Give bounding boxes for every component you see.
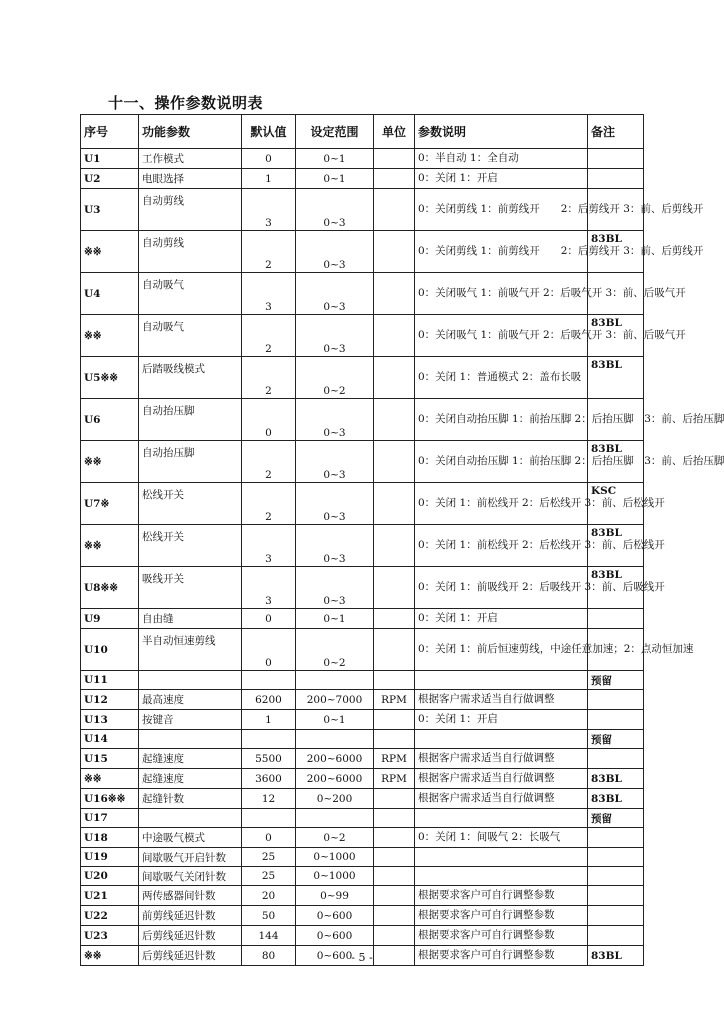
row-code: U6 xyxy=(81,399,139,441)
col-header-function: 功能参数 xyxy=(139,115,242,149)
row-code: ※※ xyxy=(81,315,139,357)
table-row xyxy=(81,149,644,169)
row-function: 后踏吸线模式 xyxy=(139,357,242,399)
row-default: 12 xyxy=(242,789,296,809)
row-unit: RPM xyxy=(374,769,415,789)
row-description: 根据要求客户可自行调整参数 xyxy=(415,886,588,906)
row-note xyxy=(588,169,644,189)
row-description: 根据要求客户可自行调整参数 xyxy=(415,906,588,926)
col-header-note: 备注 xyxy=(588,115,644,149)
table-row xyxy=(81,525,644,567)
row-default: 0 xyxy=(242,149,296,169)
table-row xyxy=(81,710,644,730)
row-function: 自动吸气 xyxy=(139,315,242,357)
row-default: 20 xyxy=(242,886,296,906)
row-description: 根据要求客户可自行调整参数 xyxy=(415,926,588,946)
row-function: 最高速度 xyxy=(139,690,242,710)
row-code: ※※ xyxy=(81,946,139,966)
row-function xyxy=(139,671,242,690)
row-code: U21 xyxy=(81,886,139,906)
row-default: 1 xyxy=(242,169,296,189)
row-function xyxy=(139,809,242,828)
row-description: 0：关闭自动抬压脚 1：前抬压脚 2：后抬压脚 3：前、后抬压脚 xyxy=(415,441,588,483)
row-description: 0：关闭 1：开启 xyxy=(415,710,588,730)
row-unit xyxy=(374,231,415,273)
row-description: 根据客户需求适当自行做调整 xyxy=(415,690,588,710)
row-default: 0 xyxy=(242,828,296,848)
row-description: 0：关闭 1：前松线开 2：后松线开 3：前、后松线开 xyxy=(415,525,588,567)
row-range: 0~3 xyxy=(296,231,374,273)
row-code: ※※ xyxy=(81,769,139,789)
table-row xyxy=(81,567,644,609)
row-function: 两传感器间针数 xyxy=(139,886,242,906)
row-code: U17 xyxy=(81,809,139,828)
row-code: U2 xyxy=(81,169,139,189)
col-header-description: 参数说明 xyxy=(415,115,588,149)
row-description: 0：半自动 1：全自动 xyxy=(415,149,588,169)
section-heading: 十一、操作参数说明表 xyxy=(108,94,264,112)
row-unit xyxy=(374,315,415,357)
row-note: 83BL xyxy=(588,315,644,357)
row-code: U12 xyxy=(81,690,139,710)
page-number: - 5 - xyxy=(351,951,373,964)
row-default xyxy=(242,809,296,828)
row-description: 0：关闭 1：前后恒速剪线，中途任意加速；2：点动恒加速 xyxy=(415,629,588,671)
row-description: 0：关闭吸气 1：前吸气开 2：后吸气开 3：前、后吸气开 xyxy=(415,315,588,357)
row-description: 0：关闭剪线 1：前剪线开 2：后剪线开 3：前、后剪线开 xyxy=(415,231,588,273)
table-row xyxy=(81,399,644,441)
row-range xyxy=(296,730,374,749)
table-row xyxy=(81,769,644,789)
row-description: 0：关闭自动抬压脚 1：前抬压脚 2：后抬压脚 3：前、后抬压脚 xyxy=(415,399,588,441)
row-note: 83BL xyxy=(588,769,644,789)
row-default: 2 xyxy=(242,231,296,273)
row-unit xyxy=(374,789,415,809)
row-range: 0~3 xyxy=(296,441,374,483)
row-range: 0~1000 xyxy=(296,848,374,867)
row-note xyxy=(588,906,644,926)
row-code: U10 xyxy=(81,629,139,671)
row-description: 0：关闭 1：开启 xyxy=(415,609,588,629)
row-code: U9 xyxy=(81,609,139,629)
table-row xyxy=(81,671,644,690)
row-range: 200~6000 xyxy=(296,769,374,789)
table-row xyxy=(81,273,644,315)
row-description xyxy=(415,809,588,828)
row-default: 3600 xyxy=(242,769,296,789)
row-unit xyxy=(374,273,415,315)
row-unit xyxy=(374,609,415,629)
row-note: 预留 xyxy=(588,730,644,749)
row-function: 松线开关 xyxy=(139,525,242,567)
row-range: 0~3 xyxy=(296,315,374,357)
table-row xyxy=(81,867,644,886)
row-function: 自动剪线 xyxy=(139,231,242,273)
row-range: 0~3 xyxy=(296,483,374,525)
row-description: 根据客户需求适当自行做调整 xyxy=(415,789,588,809)
row-note: 83BL xyxy=(588,525,644,567)
row-unit xyxy=(374,399,415,441)
table-row xyxy=(81,609,644,629)
row-default: 1 xyxy=(242,710,296,730)
row-code: ※※ xyxy=(81,525,139,567)
row-function: 自动抬压脚 xyxy=(139,441,242,483)
row-unit xyxy=(374,809,415,828)
row-default: 6200 xyxy=(242,690,296,710)
col-header-unit: 单位 xyxy=(374,115,415,149)
row-range: 0~1 xyxy=(296,149,374,169)
row-range: 0~3 xyxy=(296,273,374,315)
row-description: 0：关闭 1：开启 xyxy=(415,169,588,189)
row-range: 0~1000 xyxy=(296,867,374,886)
row-function: 间歇吸气关闭针数 xyxy=(139,867,242,886)
row-description: 0：关闭 1：普通模式 2：盖布长吸 xyxy=(415,357,588,399)
row-note: 83BL xyxy=(588,567,644,609)
table-row xyxy=(81,828,644,848)
row-note: 预留 xyxy=(588,809,644,828)
row-code: ※※ xyxy=(81,231,139,273)
row-default: 5500 xyxy=(242,749,296,769)
row-function: 后剪线延迟针数 xyxy=(139,946,242,966)
row-default: 25 xyxy=(242,867,296,886)
row-function: 间歇吸气开启针数 xyxy=(139,848,242,867)
row-code: U4 xyxy=(81,273,139,315)
row-unit: RPM xyxy=(374,690,415,710)
table-row xyxy=(81,629,644,671)
row-unit: RPM xyxy=(374,749,415,769)
row-range: 0~3 xyxy=(296,567,374,609)
table-row xyxy=(81,906,644,926)
row-note: 83BL xyxy=(588,357,644,399)
row-range: 0~2 xyxy=(296,357,374,399)
row-note: KSC xyxy=(588,483,644,525)
row-range: 0~2 xyxy=(296,828,374,848)
row-unit xyxy=(374,906,415,926)
row-unit xyxy=(374,848,415,867)
row-description xyxy=(415,867,588,886)
row-unit xyxy=(374,926,415,946)
row-code: U20 xyxy=(81,867,139,886)
row-unit xyxy=(374,710,415,730)
table-row xyxy=(81,483,644,525)
row-range: 0~3 xyxy=(296,189,374,231)
row-range: 0~200 xyxy=(296,789,374,809)
row-function: 自动剪线 xyxy=(139,189,242,231)
row-default: 3 xyxy=(242,273,296,315)
row-code: U7※ xyxy=(81,483,139,525)
row-function: 前剪线延迟针数 xyxy=(139,906,242,926)
row-note xyxy=(588,848,644,867)
table-row xyxy=(81,231,644,273)
row-code: U8※※ xyxy=(81,567,139,609)
row-default: 0 xyxy=(242,609,296,629)
row-unit xyxy=(374,730,415,749)
row-unit xyxy=(374,189,415,231)
row-note xyxy=(588,690,644,710)
row-default: 144 xyxy=(242,926,296,946)
row-description: 0：关闭 1：前吸线开 2：后吸线开 3：前、后吸线开 xyxy=(415,567,588,609)
table-row xyxy=(81,169,644,189)
row-description: 0：关闭 1：间吸气 2：长吸气 xyxy=(415,828,588,848)
row-unit xyxy=(374,357,415,399)
row-note: 预留 xyxy=(588,671,644,690)
row-function: 后剪线延迟针数 xyxy=(139,926,242,946)
row-function: 松线开关 xyxy=(139,483,242,525)
row-unit xyxy=(374,441,415,483)
row-note xyxy=(588,926,644,946)
row-function: 起缝速度 xyxy=(139,749,242,769)
col-header-code: 序号 xyxy=(81,115,139,149)
row-function: 起缝速度 xyxy=(139,769,242,789)
row-unit xyxy=(374,169,415,189)
row-code: U23 xyxy=(81,926,139,946)
row-function: 自由缝 xyxy=(139,609,242,629)
row-code: U5※※ xyxy=(81,357,139,399)
row-note xyxy=(588,710,644,730)
row-note: 83BL xyxy=(588,789,644,809)
row-range: 0~600 xyxy=(296,926,374,946)
row-note: 83BL xyxy=(588,946,644,966)
row-range: 0~600 xyxy=(296,906,374,926)
row-note: 83BL xyxy=(588,231,644,273)
row-note xyxy=(588,867,644,886)
row-unit xyxy=(374,149,415,169)
row-code: U11 xyxy=(81,671,139,690)
table-row xyxy=(81,690,644,710)
row-range xyxy=(296,671,374,690)
row-unit xyxy=(374,671,415,690)
row-code: ※※ xyxy=(81,441,139,483)
row-default: 2 xyxy=(242,357,296,399)
row-description xyxy=(415,848,588,867)
row-range: 0~2 xyxy=(296,629,374,671)
row-default: 3 xyxy=(242,189,296,231)
table-row xyxy=(81,730,644,749)
row-code: U15 xyxy=(81,749,139,769)
row-default: 50 xyxy=(242,906,296,926)
row-note xyxy=(588,886,644,906)
table-row xyxy=(81,809,644,828)
row-range: 200~6000 xyxy=(296,749,374,769)
table-row xyxy=(81,848,644,867)
row-unit xyxy=(374,886,415,906)
row-code: U14 xyxy=(81,730,139,749)
row-range: 0~1 xyxy=(296,609,374,629)
row-description xyxy=(415,730,588,749)
row-range: 0~3 xyxy=(296,525,374,567)
row-description: 0：关闭剪线 1：前剪线开 2：后剪线开 3：前、后剪线开 xyxy=(415,189,588,231)
row-default: 2 xyxy=(242,441,296,483)
row-description: 0：关闭吸气 1：前吸气开 2：后吸气开 3：前、后吸气开 xyxy=(415,273,588,315)
row-function: 吸线开关 xyxy=(139,567,242,609)
row-unit xyxy=(374,525,415,567)
row-note xyxy=(588,828,644,848)
col-header-range: 设定范围 xyxy=(296,115,374,149)
row-code: U13 xyxy=(81,710,139,730)
row-default: 25 xyxy=(242,848,296,867)
row-unit xyxy=(374,567,415,609)
row-range: 200~7000 xyxy=(296,690,374,710)
row-default: 80 xyxy=(242,946,296,966)
row-function: 电眼选择 xyxy=(139,169,242,189)
row-unit xyxy=(374,867,415,886)
row-range xyxy=(296,809,374,828)
row-default: 2 xyxy=(242,315,296,357)
row-default: 0 xyxy=(242,629,296,671)
row-default xyxy=(242,730,296,749)
row-code: U22 xyxy=(81,906,139,926)
row-note xyxy=(588,149,644,169)
table-row xyxy=(81,789,644,809)
row-function: 按键音 xyxy=(139,710,242,730)
row-note xyxy=(588,749,644,769)
row-function: 自动抬压脚 xyxy=(139,399,242,441)
parameter-table xyxy=(80,114,724,966)
row-unit xyxy=(374,483,415,525)
row-code: U16※※ xyxy=(81,789,139,809)
row-note: 83BL xyxy=(588,441,644,483)
row-function: 工作模式 xyxy=(139,149,242,169)
table-row xyxy=(81,189,644,231)
row-default: 2 xyxy=(242,483,296,525)
row-note xyxy=(588,609,644,629)
row-default: 3 xyxy=(242,525,296,567)
table-row xyxy=(81,749,644,769)
row-description xyxy=(415,671,588,690)
table-header-row xyxy=(81,115,644,149)
row-function: 起缝针数 xyxy=(139,789,242,809)
row-range: 0~3 xyxy=(296,399,374,441)
row-description: 根据客户需求适当自行做调整 xyxy=(415,749,588,769)
row-code: U19 xyxy=(81,848,139,867)
row-description: 0：关闭 1：前松线开 2：后松线开 3：前、后松线开 xyxy=(415,483,588,525)
row-code: U3 xyxy=(81,189,139,231)
row-function: 中途吸气模式 xyxy=(139,828,242,848)
table-row xyxy=(81,315,644,357)
table-row xyxy=(81,357,644,399)
row-code: U1 xyxy=(81,149,139,169)
row-unit xyxy=(374,629,415,671)
row-code: U18 xyxy=(81,828,139,848)
row-range: 0~600 xyxy=(296,946,374,966)
row-function: 自动吸气 xyxy=(139,273,242,315)
row-default xyxy=(242,671,296,690)
row-function: 半自动恒速剪线 xyxy=(139,629,242,671)
row-default: 3 xyxy=(242,567,296,609)
table-row xyxy=(81,441,644,483)
row-description: 根据要求客户可自行调整参数 xyxy=(415,946,588,966)
row-range: 0~1 xyxy=(296,710,374,730)
row-default: 0 xyxy=(242,399,296,441)
row-description: 根据客户需求适当自行做调整 xyxy=(415,769,588,789)
row-range: 0~1 xyxy=(296,169,374,189)
col-header-default: 默认值 xyxy=(242,115,296,149)
table-row xyxy=(81,926,644,946)
row-range: 0~99 xyxy=(296,886,374,906)
row-unit xyxy=(374,828,415,848)
row-function xyxy=(139,730,242,749)
table-row xyxy=(81,886,644,906)
